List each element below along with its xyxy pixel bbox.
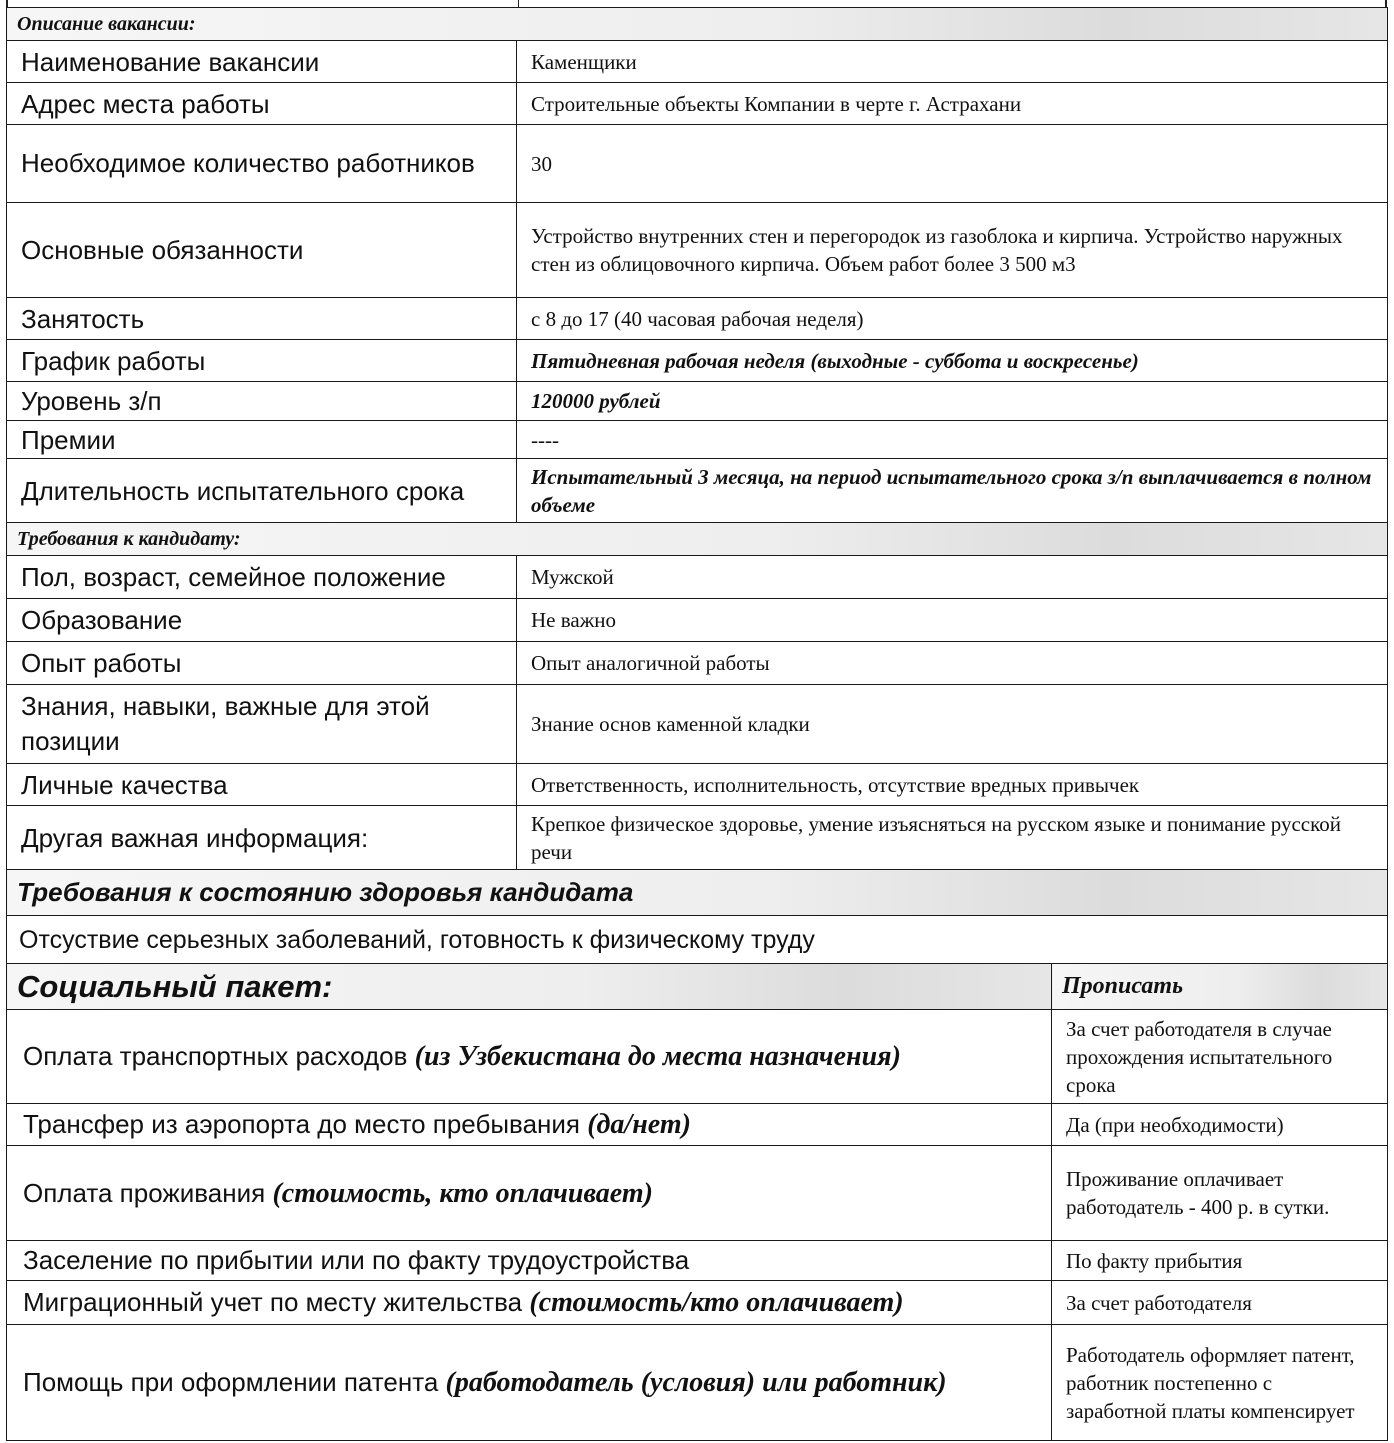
social-value: Да (при необходимости) xyxy=(1052,1104,1388,1146)
vacancy-value: 30 xyxy=(517,125,1388,203)
vacancy-section-header xyxy=(7,8,1388,41)
social-row xyxy=(7,1241,1388,1281)
candidate-row xyxy=(7,685,1388,764)
candidate-row xyxy=(7,642,1388,685)
candidate-label: Опыт работы xyxy=(7,642,517,685)
candidate-row xyxy=(7,599,1388,642)
social-value: За счет работодателя xyxy=(1052,1281,1388,1325)
vacancy-document xyxy=(6,0,1387,1441)
top-strip xyxy=(6,0,1387,7)
vacancy-label: Занятость xyxy=(7,298,517,340)
social-label: Оплата транспортных расходов (из Узбекистана до места назначения) xyxy=(7,1010,1052,1104)
vacancy-section-title: Описание вакансии: xyxy=(17,12,196,35)
social-label: Помощь при оформлении патента (работодатель (условия) или работник) xyxy=(7,1325,1052,1441)
health-header xyxy=(7,870,1388,916)
vacancy-value: ---- xyxy=(517,421,1388,459)
candidate-row xyxy=(7,764,1388,806)
vacancy-row xyxy=(7,203,1388,298)
vacancy-row xyxy=(7,382,1388,421)
candidate-label: Личные качества xyxy=(7,764,517,806)
social-label: Трансфер из аэропорта до место пребывания (да/нет) xyxy=(7,1104,1052,1146)
vacancy-label: Адрес места работы xyxy=(7,83,517,125)
vacancy-value: Испытательный 3 месяца, на период испытательного срока з/п выплачивается в полном объеме xyxy=(517,459,1388,523)
vacancy-value: Строительные объекты Компании в черте г. Астрахани xyxy=(517,83,1388,125)
health-title: Требования к состоянию здоровья кандидата xyxy=(17,877,634,907)
candidate-label: Пол, возраст, семейное положение xyxy=(7,556,517,599)
social-row xyxy=(7,1146,1388,1241)
vacancy-label: Длительность испытательного срока xyxy=(7,459,517,523)
candidate-label: Образование xyxy=(7,599,517,642)
vacancy-row xyxy=(7,298,1388,340)
vacancy-row xyxy=(7,459,1388,523)
social-label: Заселение по прибытии или по факту трудоустройства xyxy=(7,1241,1052,1281)
vacancy-value: Каменщики xyxy=(517,41,1388,83)
social-label: Оплата проживания (стоимость, кто оплачивает) xyxy=(7,1146,1052,1241)
social-label: Миграционный учет по месту жительства (стоимость/кто оплачивает) xyxy=(7,1281,1052,1325)
vacancy-value: 120000 рублей xyxy=(517,382,1388,421)
vacancy-value: с 8 до 17 (40 часовая рабочая неделя) xyxy=(517,298,1388,340)
vacancy-label: Наименование вакансии xyxy=(7,41,517,83)
candidate-label: Знания, навыки, важные для этой позиции xyxy=(7,685,517,764)
social-title: Социальный пакет: xyxy=(17,968,333,1004)
vacancy-label: Премии xyxy=(7,421,517,459)
vacancy-row xyxy=(7,340,1388,382)
candidate-section-title: Требования к кандидату: xyxy=(17,527,241,550)
candidate-section-header xyxy=(7,523,1388,556)
social-value: По факту прибытия xyxy=(1052,1241,1388,1281)
social-header xyxy=(7,964,1388,1010)
candidate-value: Знание основ каменной кладки xyxy=(517,685,1388,764)
vacancy-row xyxy=(7,421,1388,459)
social-row xyxy=(7,1104,1388,1146)
candidate-label: Другая важная информация: xyxy=(7,806,517,870)
social-row xyxy=(7,1281,1388,1325)
candidate-value: Мужской xyxy=(517,556,1388,599)
vacancy-label: Необходимое количество работников xyxy=(7,125,517,203)
vacancy-value: Пятидневная рабочая неделя (выходные - суббота и воскресенье) xyxy=(517,340,1388,382)
health-row xyxy=(7,916,1388,964)
vacancy-table xyxy=(6,7,1388,964)
candidate-value: Крепкое физическое здоровье, умение изъясняться на русском языке и понимание русской речи xyxy=(517,806,1388,870)
social-value: Проживание оплачивает работодатель - 400 р. в сутки. xyxy=(1052,1146,1388,1241)
social-value: Работодатель оформляет патент, работник постепенно с заработной платы компенсирует xyxy=(1052,1325,1388,1441)
social-row xyxy=(7,1010,1388,1104)
social-column-title: Прописать xyxy=(1062,973,1184,999)
vacancy-row xyxy=(7,125,1388,203)
vacancy-label: Уровень з/п xyxy=(7,382,517,421)
vacancy-label: Основные обязанности xyxy=(7,203,517,298)
vacancy-value: Устройство внутренних стен и перегородок из газоблока и кирпича. Устройство наружных стен из облицовочного кирпича. Объем работ более 3 500 м3 xyxy=(517,203,1388,298)
social-value: За счет работодателя в случае прохождения испытательного срока xyxy=(1052,1010,1388,1104)
health-text: Отсуствие серьезных заболеваний, готовность к физическому труду xyxy=(7,916,1388,964)
candidate-value: Опыт аналогичной работы xyxy=(517,642,1388,685)
vacancy-label: График работы xyxy=(7,340,517,382)
candidate-row xyxy=(7,806,1388,870)
candidate-value: Не важно xyxy=(517,599,1388,642)
vacancy-row xyxy=(7,41,1388,83)
social-table xyxy=(6,963,1388,1441)
social-row xyxy=(7,1325,1388,1441)
candidate-value: Ответственность, исполнительность, отсутствие вредных привычек xyxy=(517,764,1388,806)
vacancy-row xyxy=(7,83,1388,125)
candidate-row xyxy=(7,556,1388,599)
